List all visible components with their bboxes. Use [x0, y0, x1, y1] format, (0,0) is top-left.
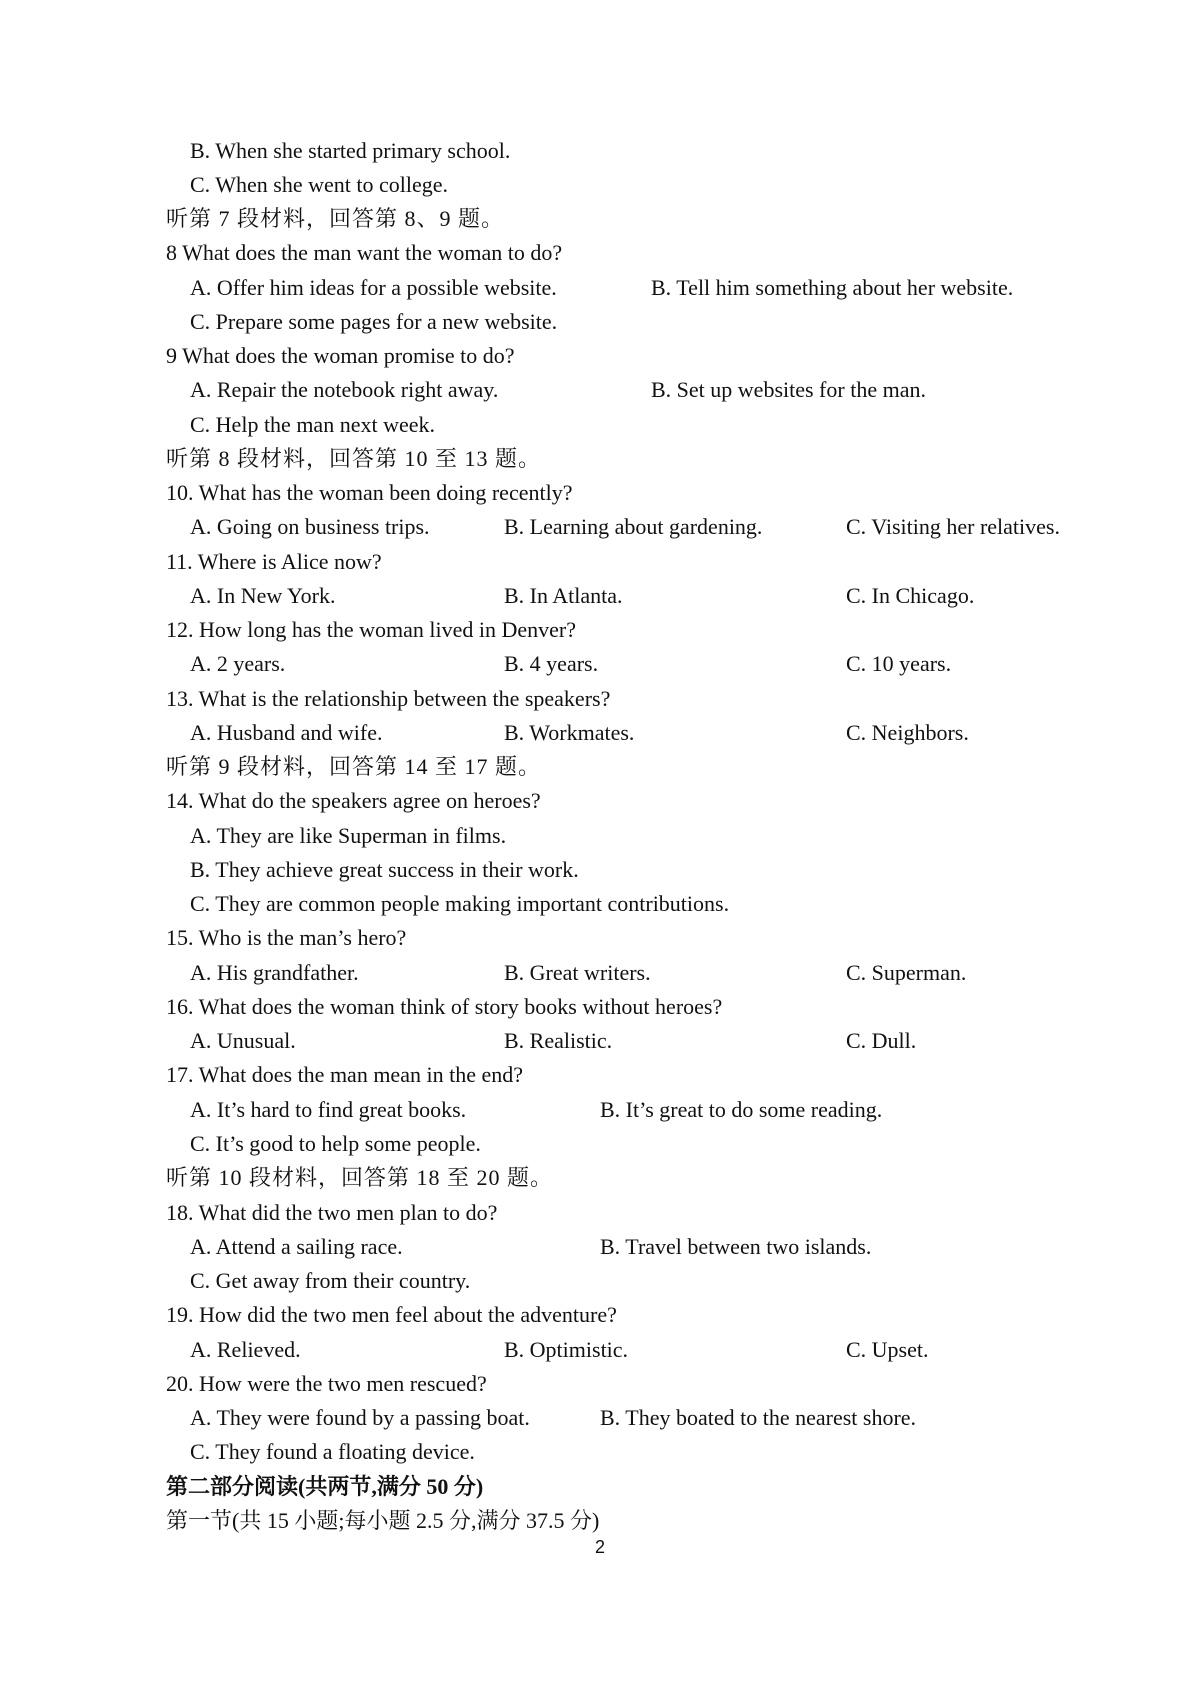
q16-option-a: A. Unusual.: [190, 1028, 296, 1053]
q10-option-a: A. Going on business trips.: [190, 514, 430, 539]
q16-stem: 16. What does the woman think of story books without heroes?: [166, 994, 723, 1019]
q20-option-b: B. They boated to the nearest shore.: [600, 1405, 917, 1430]
part-2-section-1-heading: 第一节(共 15 小题;每小题 2.5 分,满分 37.5 分): [166, 1508, 600, 1533]
q14-option-b: B. They achieve great success in their work.: [190, 857, 579, 882]
q8-stem: 8 What does the man want the woman to do?: [166, 240, 563, 265]
q10-option-c: C. Visiting her relatives.: [846, 514, 1060, 539]
section-10-instruction: 听第 10 段材料，回答第 18 至 20 题。: [166, 1165, 554, 1190]
q17-stem: 17. What does the man mean in the end?: [166, 1062, 523, 1087]
q9-option-c: C. Help the man next week.: [190, 412, 435, 437]
q18-option-a: A. Attend a sailing race.: [190, 1234, 403, 1259]
q19-option-b: B. Optimistic.: [504, 1337, 629, 1362]
q15-stem: 15. Who is the man’s hero?: [166, 925, 407, 950]
q12-option-b: B. 4 years.: [504, 651, 599, 676]
q11-stem: 11. Where is Alice now?: [166, 549, 382, 574]
section-7-instruction: 听第 7 段材料，回答第 8、9 题。: [166, 206, 505, 231]
q12-option-c: C. 10 years.: [846, 651, 952, 676]
q18-option-b: B. Travel between two islands.: [600, 1234, 872, 1259]
q20-option-a: A. They were found by a passing boat.: [190, 1405, 530, 1430]
q7-option-b: B. When she started primary school.: [190, 138, 511, 163]
q13-option-c: C. Neighbors.: [846, 720, 969, 745]
q14-stem: 14. What do the speakers agree on heroes?: [166, 788, 541, 813]
section-8-instruction: 听第 8 段材料，回答第 10 至 13 题。: [166, 446, 542, 471]
q12-stem: 12. How long has the woman lived in Denver?: [166, 617, 576, 642]
q18-stem: 18. What did the two men plan to do?: [166, 1200, 498, 1225]
q11-option-c: C. In Chicago.: [846, 583, 975, 608]
q9-stem: 9 What does the woman promise to do?: [166, 343, 515, 368]
q11-option-b: B. In Atlanta.: [504, 583, 623, 608]
q19-option-c: C. Upset.: [846, 1337, 929, 1362]
page-number: 2: [594, 1537, 605, 1557]
q15-option-b: B. Great writers.: [504, 960, 651, 985]
q15-option-c: C. Superman.: [846, 960, 967, 985]
q11-option-a: A. In New York.: [190, 583, 336, 608]
q17-option-b: B. It’s great to do some reading.: [600, 1097, 883, 1122]
q8-option-c: C. Prepare some pages for a new website.: [190, 309, 558, 334]
q19-option-a: A. Relieved.: [190, 1337, 301, 1362]
q13-stem: 13. What is the relationship between the speakers?: [166, 686, 611, 711]
q10-option-b: B. Learning about gardening.: [504, 514, 763, 539]
part-2-heading: 第二部分阅读(共两节,满分 50 分): [166, 1474, 484, 1499]
q8-option-a: A. Offer him ideas for a possible website.: [190, 275, 557, 300]
q15-option-a: A. His grandfather.: [190, 960, 359, 985]
q12-option-a: A. 2 years.: [190, 651, 286, 676]
q10-stem: 10. What has the woman been doing recently?: [166, 480, 573, 505]
q14-option-a: A. They are like Superman in films.: [190, 823, 507, 848]
q13-option-a: A. Husband and wife.: [190, 720, 383, 745]
q9-option-b: B. Set up websites for the man.: [651, 377, 926, 402]
q20-stem: 20. How were the two men rescued?: [166, 1371, 487, 1396]
q7-option-c: C. When she went to college.: [190, 172, 449, 197]
q16-option-b: B. Realistic.: [504, 1028, 613, 1053]
q17-option-c: C. It’s good to help some people.: [190, 1131, 481, 1156]
q18-option-c: C. Get away from their country.: [190, 1268, 471, 1293]
q20-option-c: C. They found a floating device.: [190, 1439, 475, 1464]
q14-option-c: C. They are common people making important contributions.: [190, 891, 730, 916]
section-9-instruction: 听第 9 段材料，回答第 14 至 17 题。: [166, 754, 542, 779]
q17-option-a: A. It’s hard to find great books.: [190, 1097, 467, 1122]
q19-stem: 19. How did the two men feel about the adventure?: [166, 1302, 617, 1327]
q13-option-b: B. Workmates.: [504, 720, 635, 745]
q8-option-b: B. Tell him something about her website.: [651, 275, 1014, 300]
q16-option-c: C. Dull.: [846, 1028, 917, 1053]
q9-option-a: A. Repair the notebook right away.: [190, 377, 499, 402]
